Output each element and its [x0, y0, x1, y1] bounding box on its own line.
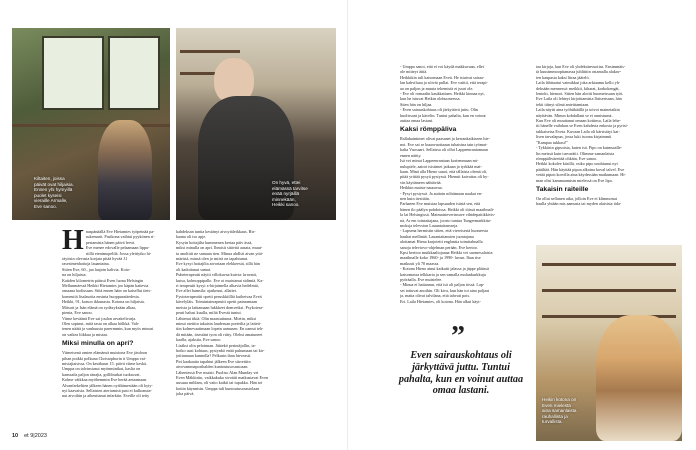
body-line: auttaa omaa lastani.	[400, 118, 434, 124]
body-line: On ollut seflanen aika, jolloin Eve ei klimmonut	[536, 195, 617, 201]
body-line: pääiltää. Hän käyttää pipoa alkoina koval talvel. Eve	[536, 166, 625, 172]
body-line: Kaiiden kilometrin päässä Even luona Helsingin	[62, 277, 144, 283]
body-line: kävelyläis. Toimintaterapeutti opetti painramaan	[176, 299, 258, 305]
body-line: Eve kysyi hoitajilta aivoriaan elekkeestä, sillä hän	[176, 261, 260, 267]
body-line: Lähentessä Eve muisti. Puoliso Alan Munday vei	[176, 369, 259, 375]
body-line: tiin kolmevaatimaan lopetn aamusen. En oamut teh-	[176, 326, 264, 332]
body-line: pihan poikki polkuna Christophorin ti Umppa vai-	[62, 355, 147, 361]
body-line: Mitsuri ja Isän elämä on sydäxyksään alkaa,	[62, 304, 137, 310]
body-line: huolissani ja kävelin. Tuntui pahalta, kun en voinut	[400, 112, 486, 118]
body-line: Olen sopinut, mitä tasta on alkaa hölkkä. Vah-	[62, 320, 140, 326]
body-line: pienta, Eve sanoo.	[62, 310, 93, 316]
body-line: Eve Laila oli lehteyi kirjoittamista lhtisertsaan, hän	[536, 96, 622, 102]
photo-eve-laughing	[536, 245, 682, 441]
body-line: tä kuusimmoopitanassa juhlittiin ostamalla alakav-	[536, 69, 622, 75]
body-line: Laila näytti aina työhiikäällä ja toivoi mainetaikin	[536, 107, 620, 113]
bookshelf	[180, 50, 240, 53]
body-line: tenen näätä ja vanhuusta parermmin, kun myös minusi	[62, 326, 154, 332]
article-column-4	[536, 64, 682, 207]
drop-cap: H	[62, 225, 84, 256]
body-line: Lähtenut itkiä. Olin maastuttunut. Mietin, miksi	[176, 315, 257, 321]
portrait-figure	[98, 120, 152, 220]
window-frame	[108, 36, 160, 110]
body-line: maailmalle koko 1960- ja 1990- luvun. Ihan itse	[400, 255, 481, 261]
page-number: 10	[12, 433, 19, 439]
body-line: on vaikea liikkua ja mistaa.	[62, 331, 108, 337]
body-line: Umppa on talvinsiasut myönminikat, kaslia on	[62, 366, 141, 372]
body-line: vin käyttäneen nähtävää.	[400, 179, 442, 185]
body-line: tti hänelle vaihdaas se Even kahdesta enkosta ja pyrisi-	[536, 123, 629, 129]
body-line: lan kahviluua ja söivät pullat. Eve vaiitii, että terapi-	[400, 80, 488, 86]
body-line: meista ja laittamaan lukkkeet domveiksi. Psykotera-	[176, 304, 264, 310]
body-line: Kpsi kerttoo muikkaaltojaana Heikki vei suomesalaisia	[400, 250, 493, 255]
body-line: deksään mennessä: meikkii, kiharat, korkokengät,	[536, 85, 620, 91]
window-frame	[42, 36, 104, 110]
body-line: - Minua ei haitannut, että isä oli paljon tössä. Lap-	[400, 282, 485, 288]
body-line: ole mitteyt äitiä.	[400, 69, 428, 75]
window-sill	[12, 124, 170, 127]
body-line: ien kaupasta kaksi litraa jäätelö.	[536, 74, 590, 80]
body-line: Even Mäkkiriin, vaikkakuka sivotäii matkustavat Even	[176, 374, 269, 380]
page-folio	[12, 433, 47, 439]
body-line: hoiko uusi kohtaus, pystynkö enää puhumaan tai kir-	[176, 347, 265, 353]
body-line: ta anoliitti ne samaan tien. Minua ahdlsti aivan yttä-	[176, 250, 264, 256]
body-line: römppäliväreitää ohkäin, Eve sanoo.	[536, 155, 598, 161]
body-line: nen kuin tiesitäin.	[400, 195, 430, 201]
body-line: Heikki, 91, katsoo ikkunasta. Kotona on hiljaista.	[62, 299, 145, 305]
body-line: kutsa, kolmoppipallo. Eve oi muistanut sidimiä. Ka-	[176, 277, 264, 283]
body-line: not. Eve sai se kuunvuottaaan tuhaisina tain työmat-	[400, 141, 488, 147]
body-line: taa kirjoja, kun Eve oli yhdeksänvuotias. Ensimmäis-	[536, 64, 626, 69]
body-line: Siten hän on hiljaa.	[400, 101, 433, 107]
body-line: sanoja televiovo-ohjelman perään. Eve kertoo.	[400, 244, 478, 250]
body-line: sukemarit. Pasikona vaihtui pyykönen ri-	[85, 234, 155, 240]
body-line: - Tykkäsin gipsoista, kuten isä. Pipo on kutmutalle-	[536, 145, 623, 151]
body-line: Fysioterapeutiti opetti peruskkiilliä kuihetvaa Eveä	[176, 293, 262, 299]
section-subhead: Miksi minulla on aprí?	[62, 340, 134, 348]
body-line: lisen tarvalapun, jossa luki isoona kirjaimmii	[536, 134, 612, 140]
body-line: Parhaeen Eve muistaa lapsuuden isästä sen, että	[400, 201, 481, 207]
body-line: peuti halusi kuulla, miltä Evestä tuntui.	[176, 310, 242, 316]
body-line: pyöräalla. Eve muistelee.	[400, 277, 443, 283]
body-line: Lisäksi olin peloinnan. Jäätekö perintäjollin, ta-	[176, 342, 256, 348]
photo-eve-window	[12, 28, 170, 220]
body-line: kotiin käynnisin. Umppa tuli kuntoutusosastolaan	[176, 385, 260, 391]
body-line: Alvanfarkeltien jälkeen hänen oyäliämestään oli kyty-	[62, 382, 153, 388]
body-line: Eve menee edovalle pelaamaan lippu-	[85, 245, 150, 251]
body-line: - Pysyi pystyssä. Ja auttoin nöhtimaan naakat en-	[400, 190, 483, 196]
bookshelf	[542, 263, 676, 266]
body-line: Eri. Laila Hietamies, oli kotona. Hän alkui käyt-	[400, 298, 481, 304]
body-line: kanssatla paljon ränajia, grilliburkat tuoksuvat.	[62, 371, 141, 377]
section-subhead: Takaisin raiteille	[536, 185, 589, 193]
body-line: uusuua mihlam, oli vaito kaikti tai tupakka. Hän toi	[176, 380, 263, 386]
quote-mark-icon: ”	[451, 321, 465, 352]
body-line: moksja televsion Lauantaitansseja.	[400, 222, 459, 228]
body-line: kahdeksan tuntia kestänyt aivoyiäleikkaus. Ris-	[176, 229, 256, 234]
body-line: hauhat mellinää. Lauantaitansien juontajana	[400, 233, 474, 239]
body-line: Kysyin hoitajilta kummenen kertaa päiv ässä,	[176, 239, 253, 245]
body-line: kaana oli iso apje.	[176, 234, 207, 240]
body-line: rasesimenhoitoja lauantaina.	[62, 261, 110, 267]
body-line: - Lapsena hermistin sitten, että viereisestä huoneesta	[400, 228, 489, 234]
body-line: Rallabaintimet olivat paasanet ja kerrankaikiseen hie-	[400, 136, 490, 142]
body-line: la lai Helsingissä. Matmaisteverinsuve vihtdepaitikkivis-	[400, 212, 496, 218]
body-line: pitää yrittää pysyä pystyssä. Hienuit kaivattas oli hy-	[400, 174, 489, 180]
photo-caption: Kiltaiten, joissa päivät ovat hiljaisia. Ennen yhi hymyillä puolet kyseisi vieraille Armalle, Eve sanoo.	[34, 176, 74, 209]
body-line: hänen ilo päälyn pohdoissa. Heikki oli töissä maailmali-	[400, 206, 495, 212]
body-line: nyt kaavaisia. Sellaisten ateriamisä pusi ei kulkonuta-	[62, 387, 152, 393]
body-line: naspänäällä Eve Hietamies työpeinää pa-	[85, 229, 155, 234]
portrait-figure	[596, 315, 682, 441]
body-line: kalta Vuosaari. Sellaissa oli ollut Lappeenrantamaan	[400, 147, 488, 153]
body-line: tekii tiitnyt silmä anteittamiaan.	[536, 101, 590, 107]
body-line: ja, matta olivat talvilana, että tahvati pois.	[400, 293, 471, 299]
body-line: Viimeisenä omien elämänsä muistona Eve jäsdoon	[62, 350, 147, 356]
body-line: Puheterapeutti näytti villokuvaa kuivia: kravatti,	[176, 272, 258, 278]
photo-caption: On hyvä, ettei elämässä tarvitse enää nyrjäillä minnekään, Heikki sanoo.	[272, 180, 308, 208]
body-line: märistä, miusä olen jo miisä on tapahtunut.	[176, 256, 249, 262]
body-line: Isä vei minut Lappeenrantaan koriemmaan mi-	[400, 158, 479, 164]
body-line: - Umppa sanoi, että ei voi käydä makkuvaan, ellei	[400, 64, 484, 69]
body-line: vetää pipon korvilla aina käydessään matkumaan. Hi-	[536, 172, 626, 178]
bookshelf	[542, 289, 676, 292]
body-line: räyitsin olevasta korjata pitää hyvää J.l	[62, 256, 128, 262]
body-line: ennen näitty.	[400, 152, 422, 158]
body-line: omaana kodissaan. Siitä ennen häin on kaisellut tiets-	[62, 288, 152, 294]
body-line: matkusti yli 70 maassa.	[400, 260, 440, 266]
article-column-2	[176, 229, 336, 397]
body-line: - Eve oli romaalin kaukkattaen. Heikki kinnaa nyt,	[400, 91, 485, 97]
body-line: "Kampaa tukkasi!"	[536, 139, 568, 145]
body-line: oli kadottanut samat.	[176, 266, 212, 272]
body-line: pestamista hänen päivä lervä.	[85, 239, 136, 245]
body-line: nut aivoihin ja aiheuttanut infarktin. Eveille oli teity	[62, 393, 150, 399]
body-line: katsomassa telkkaria ja sen samalla molankurkkuja	[400, 271, 486, 277]
photo-heikki-armchair	[176, 28, 336, 220]
body-line: mistajiaisissa. On kesäkuun 15. päivä viime keskä.	[62, 360, 148, 366]
body-line: takkaiseisa Eveta. Kuvaan Laila oli kärsistäyt kai-	[536, 128, 620, 134]
body-line: Heikki kokolee käsillä, osiko pipo unohtunut nyt	[536, 161, 618, 167]
issue-label: et 9|2023	[24, 433, 47, 439]
body-line: - Even sairaaskohtaus oli järkyttävä juttu. Olin	[400, 107, 479, 113]
body-line: kaalla, ajaksiia, Eve sanoo.	[176, 337, 222, 343]
body-line: Heikkikin tuli katsomaan Eveä. He istuivat sairaa-	[400, 74, 485, 80]
body-line: lin meissä kuin turvaräiti. Olimme samanlaisia	[536, 150, 615, 156]
body-line: Laila lähttaatui vaimikkui joka arkiaamu kello yh-	[536, 80, 621, 86]
body-line: dä mitään, itsestäni tyon oli riitty. Olehst amatuneet	[176, 331, 263, 337]
body-line: miksi minulla on aprí. Ihmisit sitävitä aasata, muut-	[176, 245, 263, 251]
body-line: Kolme vätkkaa myöhemmin Eve herää aetaamaan.	[62, 377, 148, 383]
article-column-1	[62, 225, 168, 399]
pull-quote: Even sairauskohtaus oli järkyttävä juttu. Tuntui pahalta, kun en voinut auttaa omaa lastani.	[398, 350, 524, 397]
body-line: näyttävän. Minun kobdallani se ei onnistunut.	[536, 112, 613, 118]
body-line: man olisi kammaamisin mielessä on Eve lipo.	[536, 177, 613, 183]
body-line: haulla yhtään mis aamusta tai myden alaisista iida-	[536, 201, 622, 207]
body-line: aa on paljon ja muuta tekemistä ei juuri ole.	[400, 85, 474, 91]
body-line: kun he istuvat Heikin olohuoneessa.	[400, 96, 461, 102]
body-line: - Kotona Hieno ainut kaikuitt jalassa ja jäppe pläässä	[400, 266, 489, 272]
body-line: minut otettiin takaisin lauderuan porteilta ja laiteti-	[176, 320, 262, 326]
body-line: lentoki, hienoot. Sitten hän aloitti huomeissaan työt.	[536, 91, 624, 97]
body-line: komeutiä lisalasoita ensinta huoppuratäedesta.	[62, 293, 140, 299]
body-line: riillä etenimopelilä. Jossa yleittyiko hi-	[85, 250, 152, 256]
body-line: ri terapeutti kysyi x-kirjaimella alkavia hedelmiä,	[176, 283, 259, 289]
body-line: Eve allei hamsila: ajatkeuut, allattei.	[176, 288, 237, 294]
body-line: aivovammaporihalden kuntoutusosastoaan.	[176, 364, 249, 370]
body-line: Piri kaakaatia tapahtui jälkeen Eve siirrettiin	[176, 358, 251, 364]
body-line: nulupiele, aatrot isistimet jaikaan ja tyrkkää mat-	[400, 163, 482, 169]
body-line: nä, Ar em tointaitajana, joosto tuntua Tungermarkkita-	[400, 217, 492, 223]
body-line: Kun Eve oli muuttanut omaan kotiinsa, Laila lehe-	[536, 118, 621, 124]
body-line: Viime keväänä Eve sai joulon arvattelivarja.	[62, 315, 137, 321]
body-line: joka päivä.	[176, 391, 195, 397]
body-line: joittamaan kunnolla? Pelkasin ihan hirveasti.	[176, 353, 252, 359]
photo-caption: Heikin kotona on Even mielestä aina samanlaista rauhallista ja turvallista.	[542, 397, 577, 425]
body-line: Heikkin maiste nauravaa.	[400, 185, 443, 191]
body-line: na on hiljaista.	[62, 272, 87, 278]
section-subhead: Kaksi römppäliva	[400, 126, 457, 134]
body-line: Mellunmäessä Heikki Hietamies joo käpän kaitevia	[62, 283, 149, 289]
body-line: kaan. Minä alla Hieno sanoi, että tällaista olemä oli,	[400, 168, 488, 174]
body-line: set tottuvat anoihin. Oli kiva, kun hän toi aina paljaat	[400, 287, 489, 293]
article-column-3	[400, 64, 500, 304]
body-line: Siiten Eve, 60., jaa laajoin kalivia. Koto-	[62, 266, 131, 272]
body-line: aloitamat Hiena karjotetti englantia toimitalmalla	[400, 239, 483, 245]
